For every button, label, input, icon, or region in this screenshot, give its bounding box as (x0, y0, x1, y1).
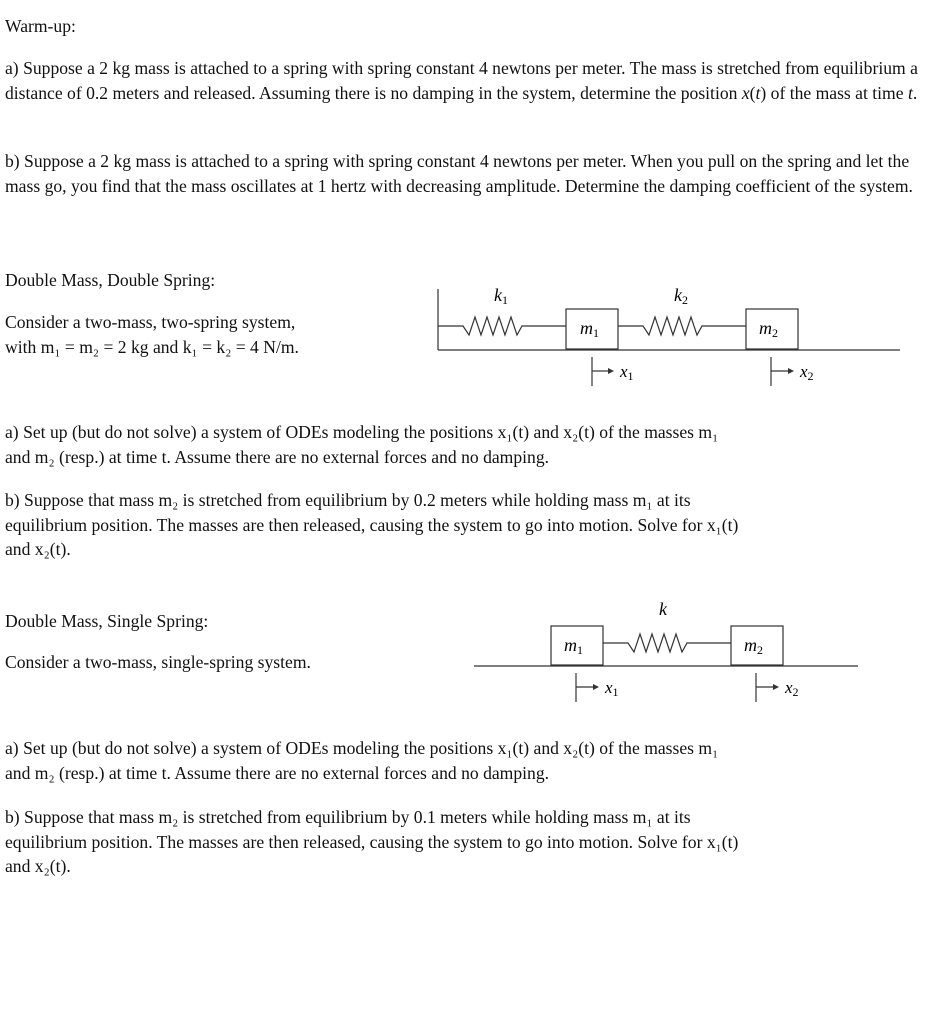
double-spring-problem-a: a) Set up (but do not solve) a system of ODEs modeling the positions x₁(t) and x₂(t) of the masses m₁ and m₂ (resp.) at time t. Assume there are no external forces and no damping. (5, 422, 719, 467)
arrow-x1-icon (593, 684, 599, 690)
label-k2: k2 (674, 285, 688, 307)
label-m2: m2 (759, 318, 778, 340)
warmup-heading: Warm-up: (5, 16, 76, 36)
label-x1: x1 (605, 678, 619, 699)
label-k1: k1 (494, 285, 508, 307)
label-x2: x2 (800, 362, 814, 383)
label-m1: m1 (564, 635, 583, 657)
warmup-problem-b: b) Suppose a 2 kg mass is attached to a spring with spring constant 4 newtons per meter. When you pull on the spring and let the mass go, you find that the mass oscillates at 1 hertz with decreasing amplitude. Determine the damping coefficient of the system. (5, 151, 913, 196)
single-spring-problem-b: b) Suppose that mass m₂ is stretched from equilibrium by 0.1 meters while holding mass m₁ at its equilibrium position. The masses are then released, causing the system to go into motion. Solve for x₁(t) and x₂(t). (5, 807, 739, 876)
double-spring-problem-b: b) Suppose that mass m₂ is stretched from equilibrium by 0.2 meters while holding mass m₁ at its equilibrium position. The masses are then released, causing the system to go into motion. Solve for x₁(t) and x₂(t). (5, 490, 739, 559)
single-spring-problem-a: a) Set up (but do not solve) a system of ODEs modeling the positions x₁(t) and x₂(t) of the masses m₁ and m₂ (resp.) at time t. Assume there are no external forces and no damping. (5, 738, 719, 783)
label-m1: m1 (580, 318, 599, 340)
warmup-problem-a: a) Suppose a 2 kg mass is attached to a spring with spring constant 4 newtons per meter. The mass is stretched from equilibrium a distance of 0.2 meters and released. Assuming there is no damping in the system, determine the position x(t) of the mass at time t. (5, 58, 918, 103)
single-spring-heading: Double Mass, Single Spring: (5, 611, 209, 631)
label-m2: m2 (744, 635, 763, 657)
label-x2: x2 (785, 678, 799, 699)
label-x1: x1 (620, 362, 634, 383)
spring-k (603, 634, 731, 652)
single-spring-intro: Consider a two-mass, single-spring system. (5, 652, 311, 672)
arrow-x2-icon (773, 684, 779, 690)
label-k: k (659, 599, 667, 619)
double-spring-heading: Double Mass, Double Spring: (5, 270, 216, 290)
double-spring-intro: Consider a two-mass, two-spring system, with m₁ = m₂ = 2 kg and k₁ = k₂ = 4 N/m. (5, 312, 299, 357)
